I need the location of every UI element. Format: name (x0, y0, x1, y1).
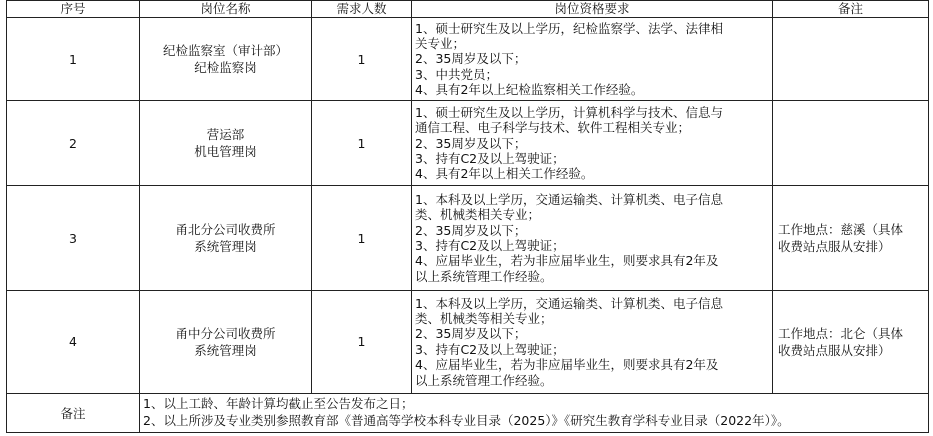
note-line: 工作地点：慈溪（具体 (778, 222, 904, 238)
post-title: 机电管理岗 (194, 144, 257, 160)
row-post (140, 101, 312, 186)
header-note: 备注 (773, 1, 929, 18)
req-line: 3、持有C2及以上驾驶证； (415, 341, 565, 357)
post-title: 系统管理岗 (194, 342, 257, 358)
post-title: 系统管理岗 (194, 239, 257, 255)
row-count: 1 (312, 290, 412, 393)
row-requirements (412, 186, 773, 290)
row-post (140, 186, 312, 290)
footer-row (7, 393, 929, 432)
row-note (773, 101, 929, 186)
req-line: 2、35周岁及以下； (415, 222, 527, 238)
req-line: 以上系统管理工作经验。 (415, 372, 553, 388)
table-row (7, 101, 929, 186)
row-post (140, 18, 312, 101)
req-line: 1、本科及以上学历，交通运输类、计算机类、电子信息 (415, 295, 723, 311)
note-line: 收费站点服从安排） (778, 342, 891, 358)
table-row (7, 18, 929, 101)
post-dept: 甬中分公司收费所 (175, 325, 276, 341)
row-requirements (412, 290, 773, 393)
header-count: 需求人数 (312, 1, 412, 18)
footer-line: 1、以上工龄、年龄计算均截止至公告发布之日； (143, 396, 414, 412)
req-line: 3、中共党员； (415, 66, 498, 82)
req-line: 1、硕士研究生及以上学历，计算机科学与技术、信息与 (415, 104, 723, 120)
header-requirements: 岗位资格要求 (412, 1, 773, 18)
req-line: 4、应届毕业生，若为非应届毕业生，则要求具有2年及 (415, 357, 719, 373)
req-line: 1、本科及以上学历，交通运输类、计算机类、电子信息 (415, 191, 723, 207)
row-count: 1 (312, 18, 412, 101)
row-no: 4 (7, 290, 140, 393)
header-post: 岗位名称 (140, 1, 312, 18)
footer-line: 2、以上所涉及专业类别参照教育部《普通高等学校本科专业目录（2025）》《研究生教育学科专业目录（2022年）》。 (143, 412, 790, 428)
row-post (140, 290, 312, 393)
post-title: 纪检监察岗 (194, 60, 257, 76)
row-count: 1 (312, 186, 412, 290)
header-no: 序号 (7, 1, 140, 18)
note-line: 工作地点：北仑（具体 (778, 325, 904, 341)
req-line: 关专业； (415, 35, 466, 51)
req-line: 类、机械类相关专业； (415, 207, 541, 223)
req-line: 2、35周岁及以下； (415, 135, 527, 151)
post-dept: 纪检监察室（审计部） (162, 43, 288, 59)
row-requirements (412, 18, 773, 101)
post-dept: 营运部 (206, 127, 245, 143)
req-line: 以上系统管理工作经验。 (415, 268, 553, 284)
req-line: 1、硕士研究生及以上学历，纪检监察学、法学、法律相 (415, 20, 723, 36)
table-row (7, 186, 929, 290)
row-no: 3 (7, 186, 140, 290)
footer-label: 备注 (7, 393, 140, 432)
row-count: 1 (312, 101, 412, 186)
row-note (773, 290, 929, 393)
req-line: 通信工程、电子科学与技术、软件工程相关专业； (415, 120, 691, 136)
recruitment-table (6, 0, 929, 433)
note-line: 收费站点服从安排） (778, 239, 891, 255)
req-line: 2、35周岁及以下； (415, 326, 527, 342)
row-note (773, 18, 929, 101)
req-line: 4、具有2年以上纪检监察相关工作经验。 (415, 82, 644, 98)
row-no: 2 (7, 101, 140, 186)
row-note (773, 186, 929, 290)
post-dept: 甬北分公司收费所 (175, 222, 276, 238)
req-line: 2、35周岁及以下； (415, 51, 527, 67)
row-no: 1 (7, 18, 140, 101)
header-row (7, 1, 929, 18)
footer-notes (140, 393, 929, 432)
req-line: 类、机械类等相关专业； (415, 310, 553, 326)
req-line: 3、持有C2及以上驾驶证； (415, 238, 565, 254)
req-line: 4、具有2年以上相关工作经验。 (415, 166, 594, 182)
req-line: 3、持有C2及以上驾驶证； (415, 150, 565, 166)
req-line: 4、应届毕业生，若为非应届毕业生，则要求具有2年及 (415, 253, 719, 269)
row-requirements (412, 101, 773, 186)
table-row (7, 290, 929, 393)
